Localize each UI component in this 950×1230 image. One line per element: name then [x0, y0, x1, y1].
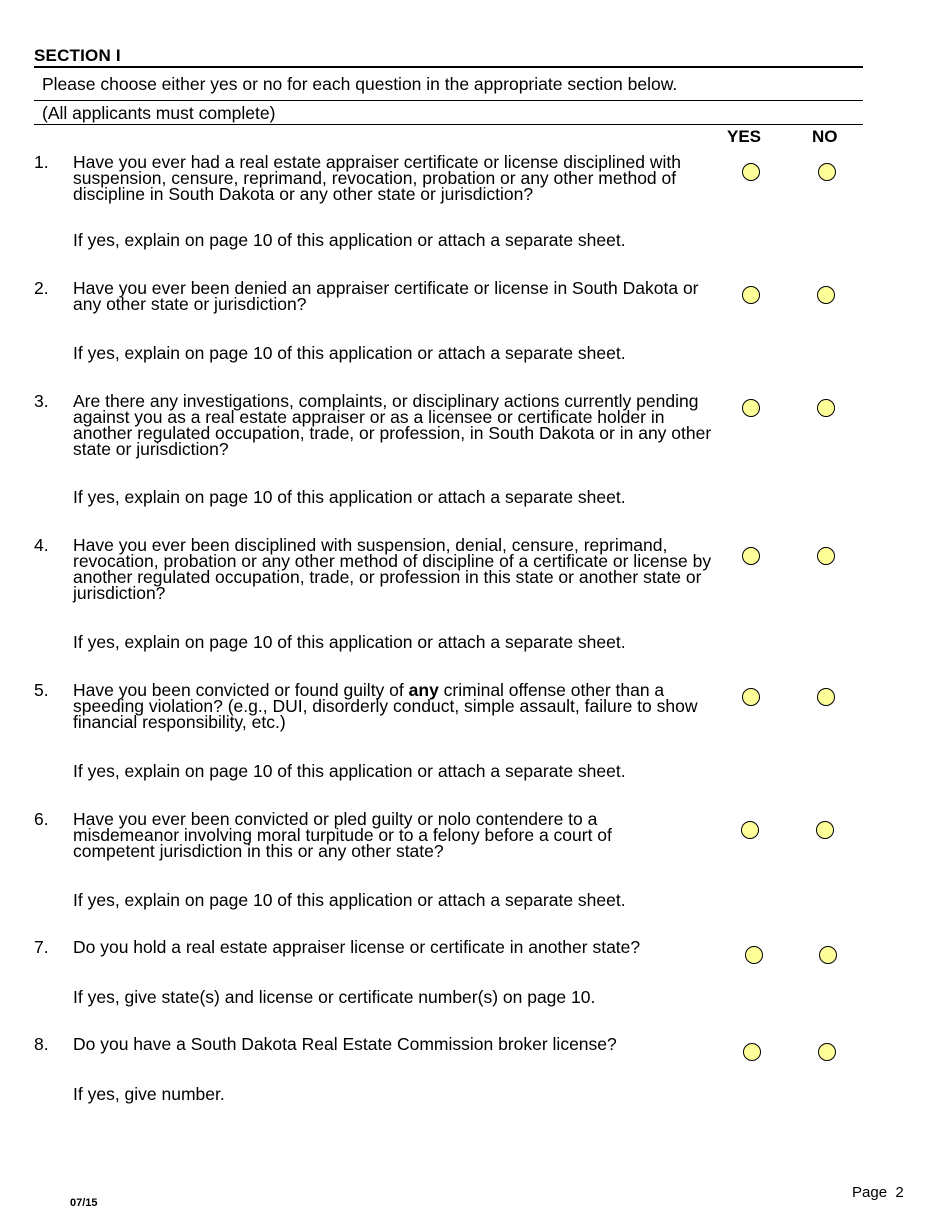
question-8-note: If yes, give number. [73, 1084, 225, 1104]
question-2-text: Have you ever been denied an appraiser certificate or license in South Dakota or any other state or jurisdiction? [73, 278, 699, 314]
section-title: SECTION I [34, 46, 121, 65]
question-7-text: Do you hold a real estate appraiser license or certificate in another state? [73, 937, 641, 957]
question-4-number: 4. [34, 535, 49, 555]
instructions-divider [34, 100, 863, 101]
question-8-number: 8. [34, 1034, 49, 1054]
section-title-rule [34, 66, 863, 68]
question-6-text: Have you ever been convicted or pled guilty or nolo contendere to a misdemeanor involving moral turpitude or to a felony before a court of competent jurisdiction in this or any other state? [73, 809, 612, 861]
question-6-no-radio[interactable] [816, 821, 834, 839]
question-5-note: If yes, explain on page 10 of this application or attach a separate sheet. [73, 761, 626, 781]
question-7-number: 7. [34, 937, 49, 957]
page-number: Page 2 [852, 1184, 904, 1201]
instructions-line-2: (All applicants must complete) [42, 103, 276, 123]
question-3-number: 3. [34, 391, 49, 411]
question-5-emphasis: any [408, 680, 439, 700]
question-6-note: If yes, explain on page 10 of this application or attach a separate sheet. [73, 890, 626, 910]
question-5-text [73, 682, 713, 730]
question-1-text: Have you ever had a real estate appraiser certificate or license disciplined with suspension, censure, reprimand, revocation, probation or any other method of discipline in South Dakota or any other state or jurisdiction? [73, 152, 681, 204]
question-5-text-end: criminal offense other than a speeding violation? (e.g., DUI, disorderly conduct, simple assault, failure to show financial responsibility, etc.) [73, 680, 698, 732]
question-5-number: 5. [34, 680, 49, 700]
question-7-no-radio[interactable] [819, 946, 837, 964]
question-4-note: If yes, explain on page 10 of this application or attach a separate sheet. [73, 632, 626, 652]
question-2-note: If yes, explain on page 10 of this application or attach a separate sheet. [73, 343, 626, 363]
no-column-header: NO [812, 127, 838, 146]
question-3-no-radio[interactable] [817, 399, 835, 417]
question-4-no-radio[interactable] [817, 547, 835, 565]
question-2-yes-radio[interactable] [742, 286, 760, 304]
question-1-note: If yes, explain on page 10 of this application or attach a separate sheet. [73, 230, 626, 250]
question-1-yes-radio[interactable] [742, 163, 760, 181]
question-7-note: If yes, give state(s) and license or certificate number(s) on page 10. [73, 987, 596, 1007]
instructions-bottom-rule [34, 124, 863, 125]
question-4-text: Have you ever been disciplined with suspension, denial, censure, reprimand, revocation, probation or any other method of discipline of a certificate or license by another regulated occupation, trade, or profession in this state or another state or jurisdiction? [73, 535, 712, 603]
question-6-yes-radio[interactable] [741, 821, 759, 839]
question-3-text: Are there any investigations, complaints, or disciplinary actions currently pending against you as a real estate appraiser or as a licensee or certificate holder in another regulated occupation, trade, or profession, in South Dakota or in any other state or jurisdiction? [73, 391, 712, 459]
question-1-number: 1. [34, 152, 49, 172]
question-2-number: 2. [34, 278, 49, 298]
question-2-no-radio[interactable] [817, 286, 835, 304]
question-8-yes-radio[interactable] [743, 1043, 761, 1061]
question-3-yes-radio[interactable] [742, 399, 760, 417]
instructions-line-1: Please choose either yes or no for each question in the appropriate section below. [42, 74, 678, 94]
question-1-no-radio[interactable] [818, 163, 836, 181]
question-6-number: 6. [34, 809, 49, 829]
question-8-text: Do you have a South Dakota Real Estate Commission broker license? [73, 1034, 617, 1054]
footer-revision-date: 07/15 [70, 1197, 98, 1209]
yes-column-header: YES [727, 127, 762, 146]
question-4-yes-radio[interactable] [742, 547, 760, 565]
question-5-text-start: Have you been convicted or found guilty of [73, 680, 409, 700]
question-7-yes-radio[interactable] [745, 946, 763, 964]
question-8-no-radio[interactable] [818, 1043, 836, 1061]
question-5-no-radio[interactable] [817, 688, 835, 706]
question-5-yes-radio[interactable] [742, 688, 760, 706]
question-3-note: If yes, explain on page 10 of this application or attach a separate sheet. [73, 487, 626, 507]
